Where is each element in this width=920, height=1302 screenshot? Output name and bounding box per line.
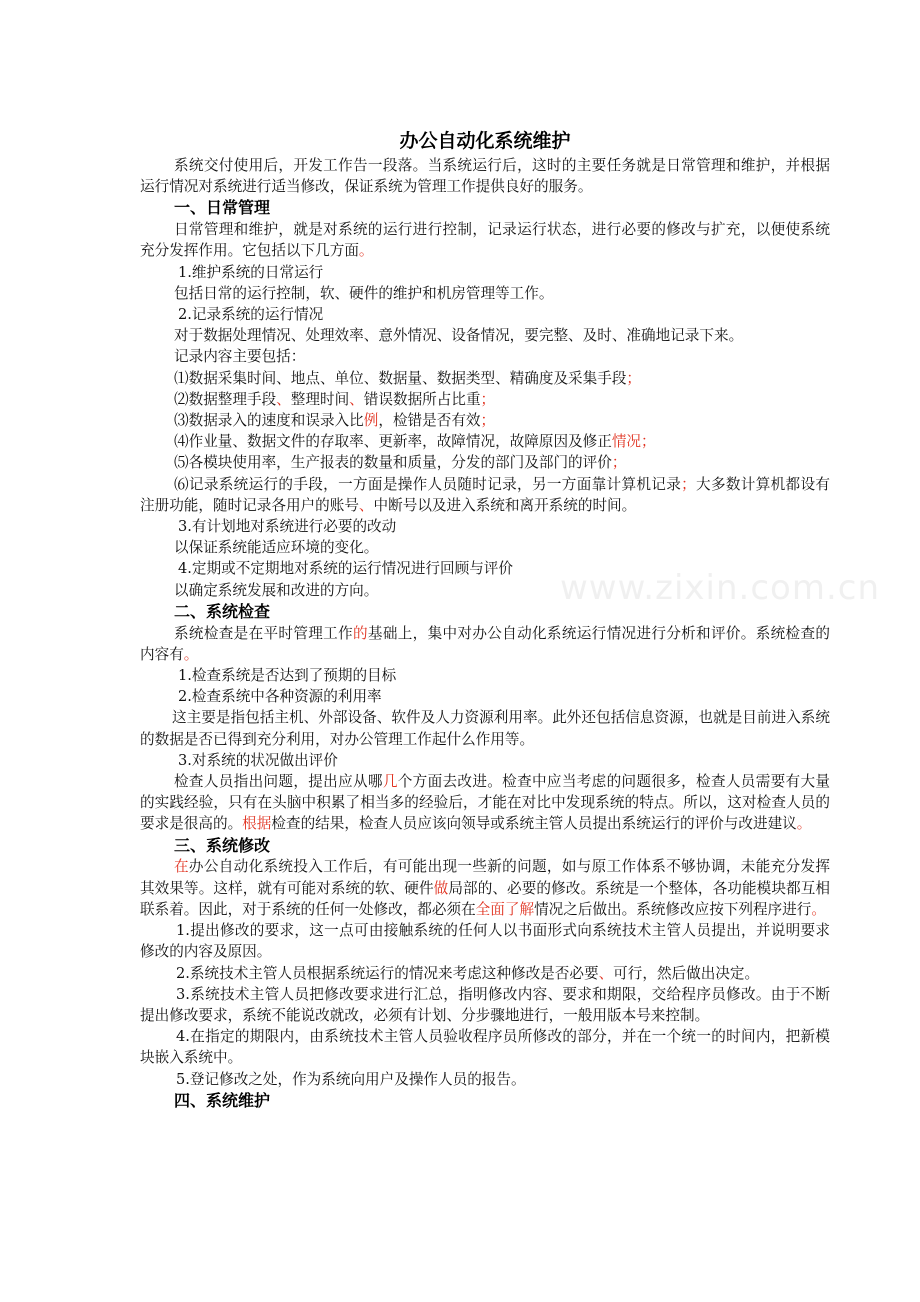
record-item-2: ⑵数据整理手段、整理时间、错误数据所占比重；: [174, 390, 496, 408]
item-heading: 2.记录系统的运行情况: [178, 306, 324, 324]
procedure-step-3: 3.系统技术主管人员把修改要求进行汇总，指明修改内容、要求和期限，交给程序员修改。由于不断提出修改要求，系统不能说改就改，必须有计划、分步骤地进行，一般用版本号来控制。: [140, 985, 830, 1024]
system-modification-paragraph: 在办公自动化系统投入工作后，有可能出现一些新的问题，如与原工作体系不够协调，未能充分发挥其效果等。这样，就有可能对系统的软、硬件做局部的、必要的修改。系统是一个整体，各功能模块都互相联系着。因此，对于系统的任何一处修改，都必须在全面了解情况之后做出。系统修改应按下列程序进行。: [140, 858, 830, 918]
item-heading: 1.检查系统是否达到了预期的目标: [178, 667, 397, 685]
item-body: 记录内容主要包括：: [174, 348, 306, 366]
item-body: 对于数据处理情况、处理效率、意外情况、设备情况，要完整、及时、准确地记录下来。: [174, 327, 744, 345]
daily-management-paragraph: 日常管理和维护，就是对系统的运行进行控制，记录运行状态，进行必要的修改与扩充，以便使系统充分发挥作用。它包括以下几方面。: [140, 221, 830, 260]
item-body: 以确定系统发展和改进的方向。: [174, 581, 379, 599]
item-body: 这主要是指包括主机、外部设备、软件及人力资源利用率。此外还包括信息资源，也就是目前进入系统的数据是否已得到充分利用，对办公管理工作起什么作用等。: [140, 709, 830, 748]
evaluation-paragraph: 检查人员指出问题，提出应从哪几个方面去改进。检查中应当考虑的问题很多，检查人员需要有大量的实践经验，只有在头脑中积累了相当多的经验后，才能在对比中发现系统的特点。所以，这对检查人员的要求是很高的。根据检查的结果，检查人员应该向领导或系统主管人员提出系统运行的评价与改进建议。: [140, 773, 830, 833]
record-item-3: ⑶数据录入的速度和误录入比例，检错是否有效；: [174, 412, 496, 430]
procedure-step-5: 5.登记修改之处，作为系统向用户及操作人员的报告。: [176, 1070, 526, 1088]
item-heading: 3.对系统的状况做出评价: [178, 751, 338, 769]
item-heading: 3.有计划地对系统进行必要的改动: [178, 518, 397, 536]
section-heading-daily-management: 一、日常管理: [174, 198, 271, 218]
section-heading-system-modification: 三、系统修改: [174, 835, 271, 855]
record-item-5: ⑸各模块使用率，生产报表的数量和质量，分发的部门及部门的评价；: [174, 454, 627, 472]
intro-paragraph: 系统交付使用后，开发工作告一段落。当系统运行后，这时的主要任务就是日常管理和维护，并根据运行情况对系统进行适当修改，保证系统为管理工作提供良好的服务。: [140, 157, 830, 196]
procedure-step-1: 1.提出修改的要求，这一点可由接触系统的任何人以书面形式向系统技术主管人员提出，并说明要求修改的内容及原因。: [140, 922, 830, 961]
item-heading: 4.定期或不定期地对系统的运行情况进行回顾与评价: [178, 560, 513, 578]
procedure-step-2: 2.系统技术主管人员根据系统运行的情况来考虑这种修改是否必要、可行，然后做出决定。: [176, 964, 760, 982]
item-heading: 1.维护系统的日常运行: [178, 263, 324, 281]
record-item-1: ⑴数据采集时间、地点、单位、数据量、数据类型、精确度及采集手段；: [174, 369, 642, 387]
item-body: 以保证系统能适应环境的变化。: [174, 539, 379, 557]
document-title: 办公自动化系统维护: [399, 130, 571, 152]
item-heading: 2.检查系统中各种资源的利用率: [178, 688, 382, 706]
procedure-step-4: 4.在指定的期限内，由系统技术主管人员验收程序员所修改的部分，并在一个统一的时间内，把新模块嵌入系统中。: [140, 1028, 830, 1067]
document-page: [140, 128, 830, 1112]
item-body: 包括日常的运行控制，软、硬件的维护和机房管理等工作。: [174, 284, 554, 302]
section-heading-system-maintenance: 四、系统维护: [174, 1090, 271, 1110]
record-item-4: ⑷作业量、数据文件的存取率、更新率，故障情况，故障原因及修正情况；: [174, 433, 656, 451]
section-heading-system-check: 二、系统检查: [174, 601, 271, 621]
watermark: www.zixin.com.cn: [560, 568, 880, 608]
record-item-6: ⑹记录系统运行的手段，一方面是操作人员随时记录，另一方面靠计算机记录；大多数计算机都设有注册功能，随时记录各用户的账号、中断号以及进入系统和离开系统的时间。: [140, 475, 830, 514]
system-check-paragraph: 系统检查是在平时管理工作的基础上，集中对办公自动化系统运行情况进行分析和评价。系统检查的内容有。: [140, 624, 830, 663]
